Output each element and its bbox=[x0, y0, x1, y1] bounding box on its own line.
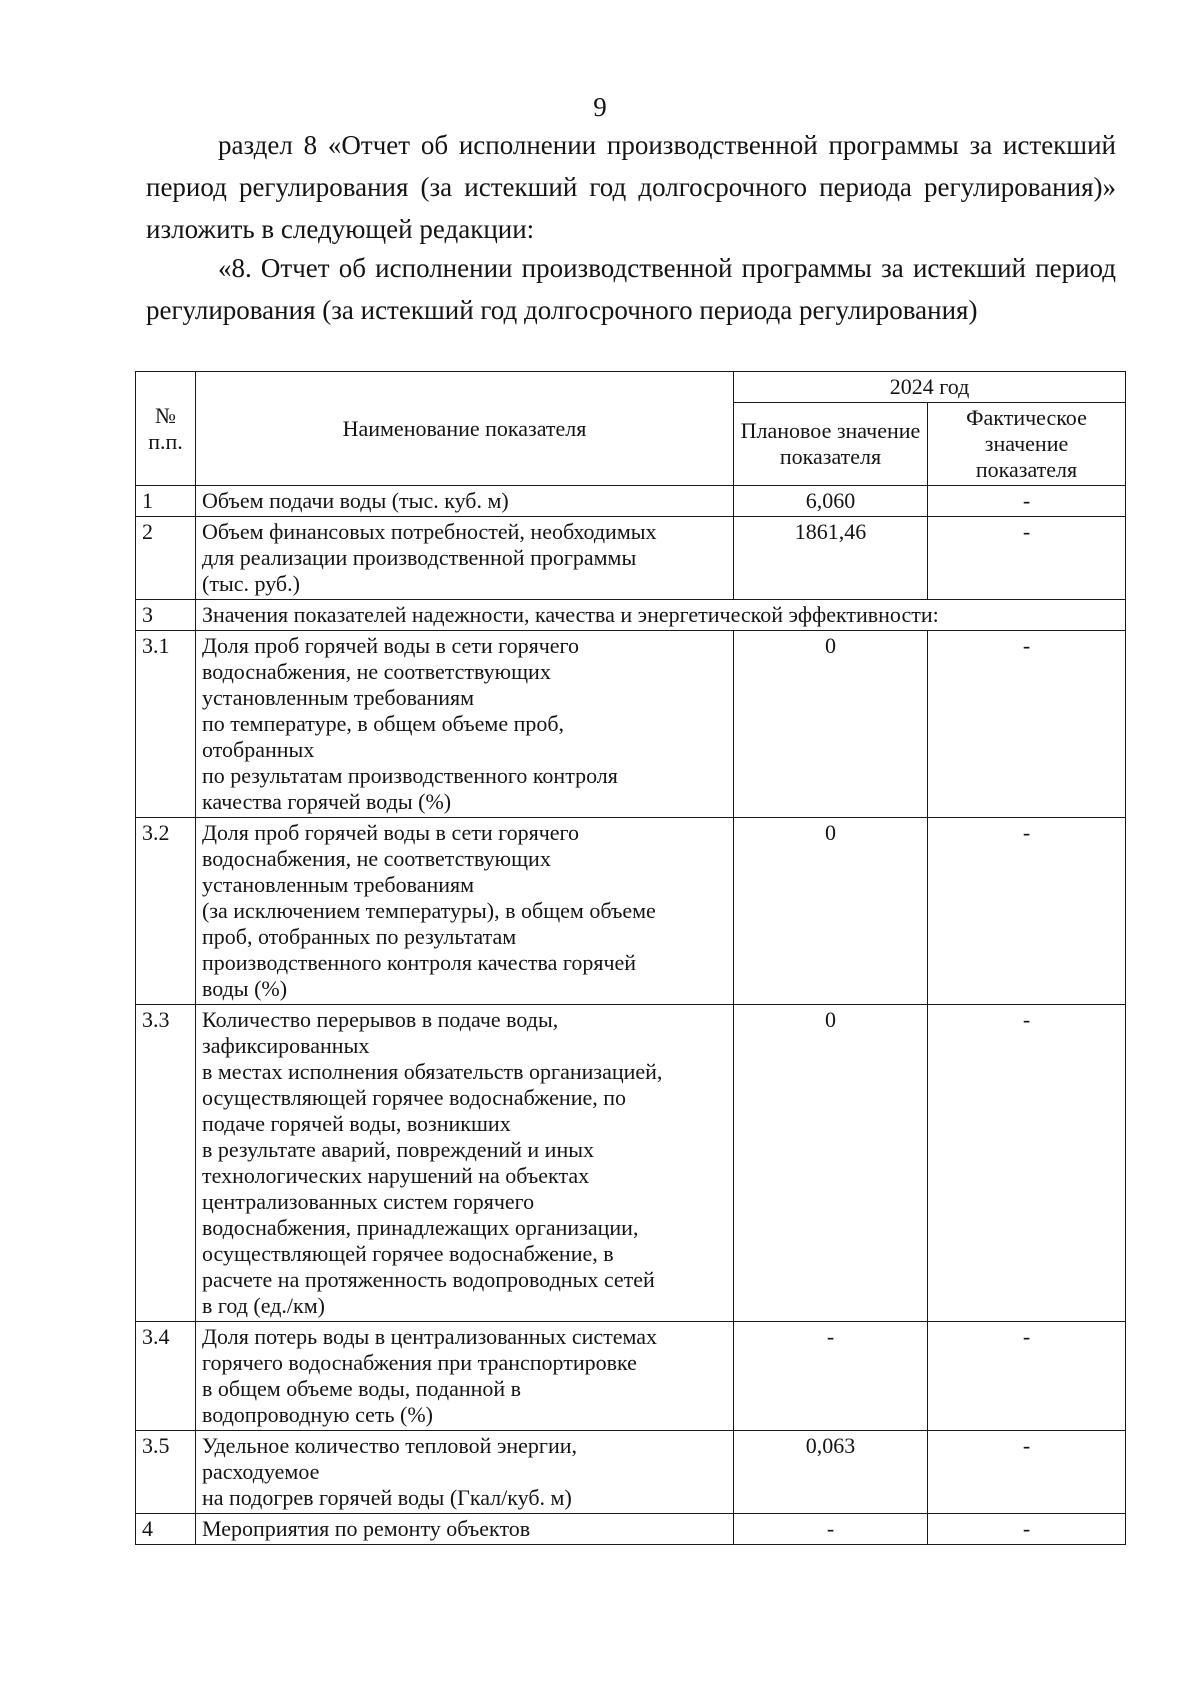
actual-value: - bbox=[928, 818, 1126, 1005]
production-program-report-table bbox=[135, 371, 1126, 1545]
table-row bbox=[136, 1005, 1126, 1322]
indicator-name bbox=[196, 1322, 734, 1431]
indicator-name-line: Доля проб горячей воды в сети горячего bbox=[202, 633, 580, 658]
indicator-name-line: установленным требованиям bbox=[202, 872, 475, 897]
indicator-name-line: (тыс. руб.) bbox=[202, 571, 300, 596]
indicator-name-line: зафиксированных bbox=[202, 1033, 370, 1058]
actual-value: - bbox=[928, 517, 1126, 600]
header-name: Наименование показателя bbox=[196, 372, 734, 486]
indicator-name-line: горячего водоснабжения при транспортировке bbox=[202, 1350, 637, 1375]
actual-value: - bbox=[928, 1005, 1126, 1322]
actual-value: - bbox=[928, 631, 1126, 818]
indicator-name-line: производственного контроля качества горячей bbox=[202, 950, 637, 975]
row-number: 3.3 bbox=[136, 1005, 196, 1322]
indicator-name-line: осуществляющей горячее водоснабжение, по bbox=[202, 1085, 627, 1110]
indicator-name-line: (за исключением температуры), в общем объеме bbox=[202, 898, 656, 923]
planned-value: 6,060 bbox=[734, 486, 928, 517]
indicator-name-line: водоснабжения, не соответствующих bbox=[202, 846, 551, 871]
table-row bbox=[136, 1514, 1126, 1545]
row-number: 3.4 bbox=[136, 1322, 196, 1431]
indicator-name-line: подаче горячей воды, возникших bbox=[202, 1111, 511, 1136]
indicator-name bbox=[196, 486, 734, 517]
indicator-name-line: установленным требованиям bbox=[202, 685, 475, 710]
indicator-name bbox=[196, 631, 734, 818]
header-fact: Фактическое значение показателя bbox=[928, 403, 1126, 486]
indicator-name-line: централизованных систем горячего bbox=[202, 1189, 535, 1214]
planned-value: 0,063 bbox=[734, 1431, 928, 1514]
indicator-name-line: технологических нарушений на объектах bbox=[202, 1163, 590, 1188]
row-number: 1 bbox=[136, 486, 196, 517]
planned-value: 0 bbox=[734, 631, 928, 818]
indicator-name-line: расходуемое bbox=[202, 1459, 320, 1484]
intro-paragraph-2-text: «8. Отчет об исполнении производственной программы за истекший период регулирования (за истекший год долгосрочного периода регулирования) bbox=[146, 253, 1116, 325]
page-number: 9 bbox=[593, 92, 607, 122]
indicator-name-line: на подогрев горячей воды (Гкал/куб. м) bbox=[202, 1485, 572, 1510]
planned-value: 0 bbox=[734, 818, 928, 1005]
indicator-name-line: Количество перерывов в подаче воды, bbox=[202, 1007, 559, 1032]
indicator-name bbox=[196, 1514, 734, 1545]
intro-paragraph-1-text: раздел 8 «Отчет об исполнении производственной программы за истекший период регулирования (за истекший год долгосрочного периода регулирования)» изложить в следующей редакции: bbox=[146, 130, 1116, 244]
table-row bbox=[136, 1322, 1126, 1431]
indicator-name-line: отобранных bbox=[202, 737, 315, 762]
indicator-name-line: в общем объеме воды, поданной в bbox=[202, 1376, 522, 1401]
indicator-name-line: расчете на протяженность водопроводных сетей bbox=[202, 1267, 655, 1292]
table-row bbox=[136, 631, 1126, 818]
planned-value: 0 bbox=[734, 1005, 928, 1322]
indicator-name-line: воды (%) bbox=[202, 976, 288, 1001]
intro-paragraph-1 bbox=[146, 124, 1116, 250]
indicator-name-line: в год (ед./км) bbox=[202, 1293, 325, 1318]
indicator-name-line: по температуре, в общем объеме проб, bbox=[202, 711, 565, 736]
header-year: 2024 год bbox=[734, 372, 1126, 403]
indicator-name-line: водоснабжения, не соответствующих bbox=[202, 659, 551, 684]
row-number: 2 bbox=[136, 517, 196, 600]
intro-paragraph-2 bbox=[146, 247, 1116, 331]
row-number: 4 bbox=[136, 1514, 196, 1545]
planned-value: - bbox=[734, 1322, 928, 1431]
header-plan: Плановое значение показателя bbox=[734, 403, 928, 486]
table-row bbox=[136, 1431, 1126, 1514]
indicator-name-line: для реализации производственной программы bbox=[202, 545, 637, 570]
header-num: № п.п. bbox=[136, 372, 196, 486]
indicator-name-line: Доля потерь воды в централизованных системах bbox=[202, 1324, 658, 1349]
row-number: 3.2 bbox=[136, 818, 196, 1005]
indicator-name bbox=[196, 1431, 734, 1514]
planned-value: - bbox=[734, 1514, 928, 1545]
indicator-name-line: водоснабжения, принадлежащих организации, bbox=[202, 1215, 639, 1240]
table-body bbox=[136, 486, 1126, 1545]
actual-value: - bbox=[928, 1431, 1126, 1514]
actual-value: - bbox=[928, 1514, 1126, 1545]
indicator-name-line: по результатам производственного контроля bbox=[202, 763, 618, 788]
indicator-name-line: Мероприятия по ремонту объектов bbox=[202, 1516, 531, 1541]
row-number: 3 bbox=[136, 600, 196, 631]
actual-value: - bbox=[928, 1322, 1126, 1431]
row-number: 3.5 bbox=[136, 1431, 196, 1514]
indicator-name-line: в результате аварий, повреждений и иных bbox=[202, 1137, 594, 1162]
indicator-name-line: Доля проб горячей воды в сети горячего bbox=[202, 820, 580, 845]
indicator-name bbox=[196, 818, 734, 1005]
row-number: 3.1 bbox=[136, 631, 196, 818]
table-row bbox=[136, 517, 1126, 600]
planned-value: 1861,46 bbox=[734, 517, 928, 600]
indicator-name-line: проб, отобранных по результатам bbox=[202, 924, 517, 949]
indicator-name-line: Объем подачи воды (тыс. куб. м) bbox=[202, 488, 509, 513]
table-row bbox=[136, 600, 1126, 631]
indicator-name bbox=[196, 1005, 734, 1322]
table-header bbox=[136, 372, 1126, 486]
indicator-name-line: осуществляющей горячее водоснабжение, в bbox=[202, 1241, 614, 1266]
indicator-name-line: качества горячей воды (%) bbox=[202, 789, 452, 814]
indicator-name-line: Значения показателей надежности, качества и энергетической эффективности: bbox=[202, 602, 939, 627]
table-row bbox=[136, 818, 1126, 1005]
indicator-name-line: Объем финансовых потребностей, необходимых bbox=[202, 519, 657, 544]
indicator-name bbox=[196, 517, 734, 600]
indicator-name-line: Удельное количество тепловой энергии, bbox=[202, 1433, 577, 1458]
indicator-name bbox=[196, 600, 1126, 631]
indicator-name-line: в местах исполнения обязательств организацией, bbox=[202, 1059, 663, 1084]
actual-value: - bbox=[928, 486, 1126, 517]
indicator-name-line: водопроводную сеть (%) bbox=[202, 1402, 433, 1427]
table-row bbox=[136, 486, 1126, 517]
